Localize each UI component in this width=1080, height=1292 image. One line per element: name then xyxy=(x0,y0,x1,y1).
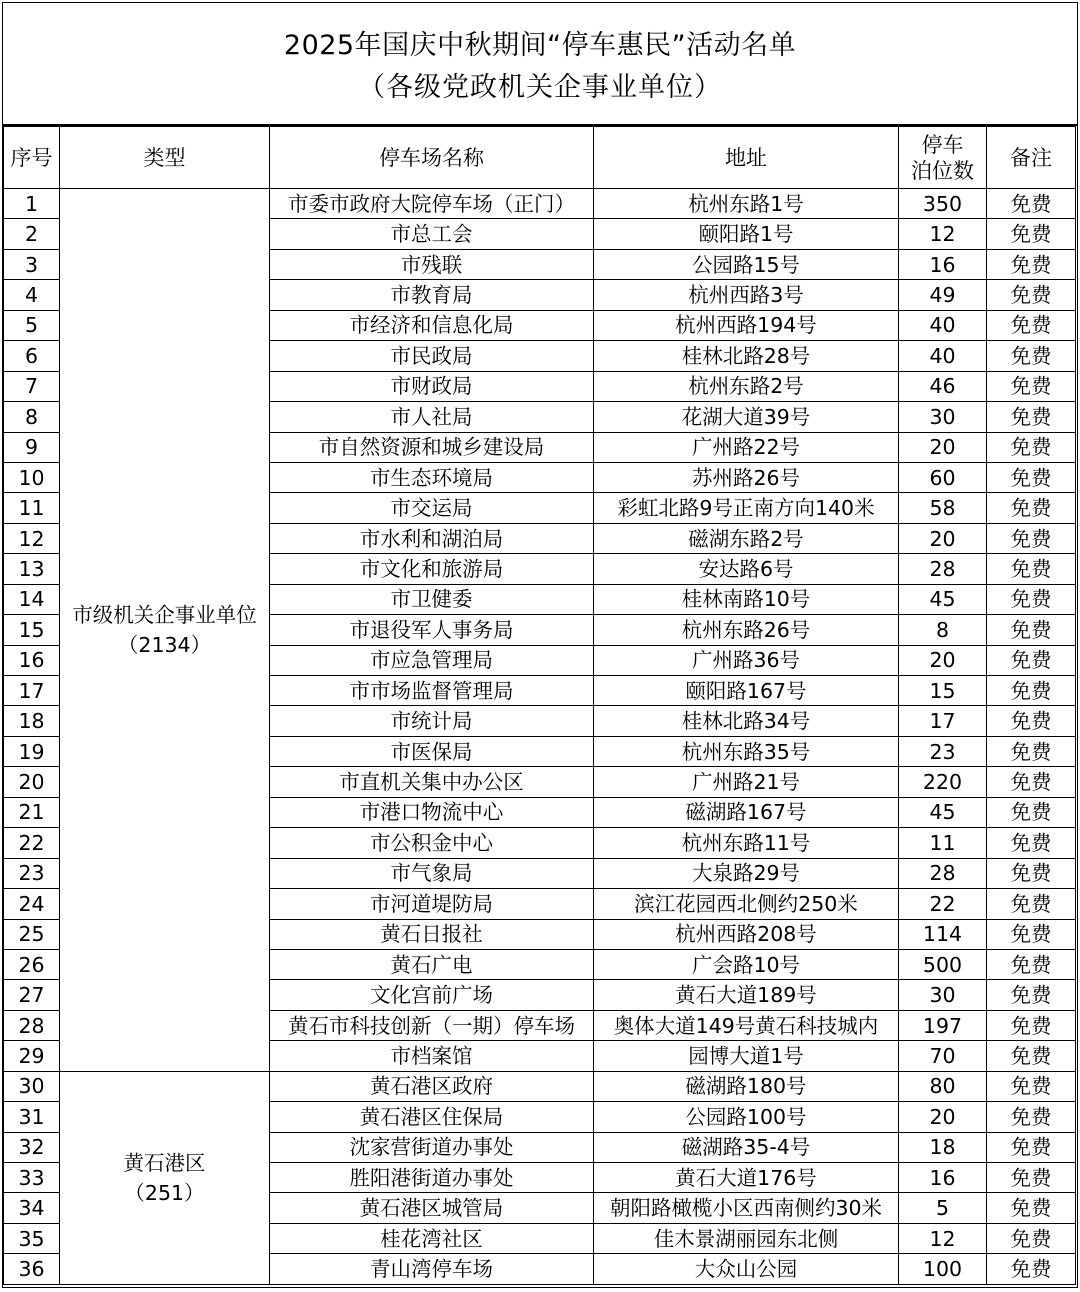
table-header xyxy=(4,127,1076,189)
parking-address: 奥体大道149号黄石科技城内 xyxy=(594,1010,899,1040)
row-number: 10 xyxy=(4,462,60,492)
parking-name: 市财政局 xyxy=(270,371,594,401)
parking-note: 免费 xyxy=(987,1163,1076,1193)
parking-spaces: 16 xyxy=(899,249,987,279)
parking-name: 市总工会 xyxy=(270,219,594,249)
parking-address: 杭州西路208号 xyxy=(594,919,899,949)
parking-name: 市公积金中心 xyxy=(270,828,594,858)
parking-name: 黄石港区住保局 xyxy=(270,1102,594,1132)
header-address: 地址 xyxy=(594,127,899,189)
header-type: 类型 xyxy=(60,127,270,189)
parking-name: 市交运局 xyxy=(270,493,594,523)
parking-name: 市民政局 xyxy=(270,341,594,371)
header-spaces xyxy=(899,127,987,189)
row-number: 17 xyxy=(4,676,60,706)
parking-address: 磁湖路180号 xyxy=(594,1071,899,1101)
row-number: 32 xyxy=(4,1132,60,1162)
parking-note: 免费 xyxy=(987,1132,1076,1162)
parking-address: 磁湖路35-4号 xyxy=(594,1132,899,1162)
parking-spaces: 46 xyxy=(899,371,987,401)
row-number: 26 xyxy=(4,949,60,979)
row-number: 1 xyxy=(4,189,60,219)
parking-name: 市直机关集中办公区 xyxy=(270,767,594,797)
row-number: 34 xyxy=(4,1193,60,1223)
parking-spaces: 28 xyxy=(899,858,987,888)
row-number: 30 xyxy=(4,1071,60,1101)
parking-note: 免费 xyxy=(987,341,1076,371)
parking-note: 免费 xyxy=(987,1102,1076,1132)
parking-note: 免费 xyxy=(987,1071,1076,1101)
parking-address: 杭州东路11号 xyxy=(594,828,899,858)
row-number: 13 xyxy=(4,554,60,584)
parking-address: 广州路36号 xyxy=(594,645,899,675)
parking-spaces: 45 xyxy=(899,584,987,614)
parking-spaces: 11 xyxy=(899,828,987,858)
parking-note: 免费 xyxy=(987,736,1076,766)
parking-note: 免费 xyxy=(987,402,1076,432)
parking-spaces: 15 xyxy=(899,676,987,706)
parking-note: 免费 xyxy=(987,189,1076,219)
row-number: 11 xyxy=(4,493,60,523)
parking-note: 免费 xyxy=(987,645,1076,675)
parking-note: 免费 xyxy=(987,584,1076,614)
parking-spaces: 80 xyxy=(899,1071,987,1101)
group-name: 黄石港区 xyxy=(123,1150,206,1175)
parking-note: 免费 xyxy=(987,371,1076,401)
parking-spaces: 20 xyxy=(899,432,987,462)
row-number: 31 xyxy=(4,1102,60,1132)
parking-address: 桂林北路28号 xyxy=(594,341,899,371)
header-spaces-line2: 泊位数 xyxy=(911,158,974,183)
parking-spaces: 114 xyxy=(899,919,987,949)
parking-name: 市教育局 xyxy=(270,280,594,310)
row-number: 27 xyxy=(4,980,60,1010)
table-row xyxy=(4,1071,1076,1101)
row-number: 8 xyxy=(4,402,60,432)
parking-spaces: 8 xyxy=(899,615,987,645)
parking-name: 桂花湾社区 xyxy=(270,1223,594,1253)
parking-name: 市自然资源和城乡建设局 xyxy=(270,432,594,462)
parking-address: 颐阳路1号 xyxy=(594,219,899,249)
parking-spaces: 40 xyxy=(899,310,987,340)
parking-spaces: 17 xyxy=(899,706,987,736)
parking-note: 免费 xyxy=(987,858,1076,888)
parking-address: 大众山公园 xyxy=(594,1254,899,1284)
row-number: 4 xyxy=(4,280,60,310)
parking-name: 黄石市科技创新（一期）停车场 xyxy=(270,1010,594,1040)
parking-spaces: 12 xyxy=(899,219,987,249)
parking-address: 杭州东路1号 xyxy=(594,189,899,219)
parking-address: 杭州西路194号 xyxy=(594,310,899,340)
parking-note: 免费 xyxy=(987,1010,1076,1040)
header-note: 备注 xyxy=(987,127,1076,189)
parking-address: 彩虹北路9号正南方向140米 xyxy=(594,493,899,523)
parking-name: 青山湾停车场 xyxy=(270,1254,594,1284)
parking-address: 花湖大道39号 xyxy=(594,402,899,432)
parking-spaces: 49 xyxy=(899,280,987,310)
parking-address: 磁湖路167号 xyxy=(594,797,899,827)
parking-note: 免费 xyxy=(987,919,1076,949)
parking-address: 杭州东路26号 xyxy=(594,615,899,645)
parking-spaces: 22 xyxy=(899,889,987,919)
row-number: 28 xyxy=(4,1010,60,1040)
parking-note: 免费 xyxy=(987,1223,1076,1253)
page-subtitle: （各级党政机关企事业单位） xyxy=(358,72,722,103)
parking-spaces: 58 xyxy=(899,493,987,523)
parking-note: 免费 xyxy=(987,676,1076,706)
parking-note: 免费 xyxy=(987,523,1076,553)
parking-name: 市气象局 xyxy=(270,858,594,888)
parking-note: 免费 xyxy=(987,889,1076,919)
group-type-cell xyxy=(60,189,270,1072)
parking-note: 免费 xyxy=(987,554,1076,584)
parking-spaces: 350 xyxy=(899,189,987,219)
header-no: 序号 xyxy=(4,127,60,189)
parking-name: 黄石港区城管局 xyxy=(270,1193,594,1223)
parking-address: 桂林北路34号 xyxy=(594,706,899,736)
parking-note: 免费 xyxy=(987,1254,1076,1284)
parking-note: 免费 xyxy=(987,249,1076,279)
parking-note: 免费 xyxy=(987,432,1076,462)
parking-address: 黄石大道189号 xyxy=(594,980,899,1010)
group-name: 市级机关企事业单位 xyxy=(72,602,257,627)
parking-name: 黄石日报社 xyxy=(270,919,594,949)
parking-note: 免费 xyxy=(987,615,1076,645)
page-title: 2025年国庆中秋期间“停车惠民”活动名单 xyxy=(283,30,797,61)
parking-address: 杭州东路2号 xyxy=(594,371,899,401)
parking-spaces: 100 xyxy=(899,1254,987,1284)
parking-note: 免费 xyxy=(987,280,1076,310)
parking-note: 免费 xyxy=(987,493,1076,523)
parking-name: 市委市政府大院停车场（正门） xyxy=(270,189,594,219)
parking-name: 黄石广电 xyxy=(270,949,594,979)
group-type-cell xyxy=(60,1071,270,1284)
parking-spaces: 45 xyxy=(899,797,987,827)
parking-spaces: 5 xyxy=(899,1193,987,1223)
parking-address: 颐阳路167号 xyxy=(594,676,899,706)
parking-name: 市市场监督管理局 xyxy=(270,676,594,706)
parking-name: 文化宫前广场 xyxy=(270,980,594,1010)
row-number: 25 xyxy=(4,919,60,949)
parking-name: 胜阳港街道办事处 xyxy=(270,1163,594,1193)
parking-note: 免费 xyxy=(987,1193,1076,1223)
header-name: 停车场名称 xyxy=(270,127,594,189)
parking-spaces: 18 xyxy=(899,1132,987,1162)
row-number: 2 xyxy=(4,219,60,249)
parking-address: 佳木景湖丽园东北侧 xyxy=(594,1223,899,1253)
parking-name: 市经济和信息化局 xyxy=(270,310,594,340)
row-number: 7 xyxy=(4,371,60,401)
row-number: 22 xyxy=(4,828,60,858)
parking-spaces: 20 xyxy=(899,523,987,553)
parking-name: 市统计局 xyxy=(270,706,594,736)
parking-note: 免费 xyxy=(987,462,1076,492)
row-number: 3 xyxy=(4,249,60,279)
header-row xyxy=(4,127,1076,189)
parking-note: 免费 xyxy=(987,1041,1076,1071)
parking-spaces: 70 xyxy=(899,1041,987,1071)
parking-address: 苏州路26号 xyxy=(594,462,899,492)
parking-name: 市文化和旅游局 xyxy=(270,554,594,584)
row-number: 19 xyxy=(4,736,60,766)
parking-address: 杭州东路35号 xyxy=(594,736,899,766)
row-number: 23 xyxy=(4,858,60,888)
row-number: 24 xyxy=(4,889,60,919)
row-number: 21 xyxy=(4,797,60,827)
parking-name: 市卫健委 xyxy=(270,584,594,614)
parking-spaces: 40 xyxy=(899,341,987,371)
header-spaces-line1: 停车 xyxy=(921,132,964,157)
parking-name: 市水利和湖泊局 xyxy=(270,523,594,553)
parking-note: 免费 xyxy=(987,310,1076,340)
parking-address: 杭州西路3号 xyxy=(594,280,899,310)
row-number: 12 xyxy=(4,523,60,553)
parking-address: 公园路15号 xyxy=(594,249,899,279)
row-number: 35 xyxy=(4,1223,60,1253)
parking-spaces: 30 xyxy=(899,980,987,1010)
table-body xyxy=(4,189,1076,1285)
parking-address: 广会路10号 xyxy=(594,949,899,979)
parking-address: 公园路100号 xyxy=(594,1102,899,1132)
parking-address: 滨江花园西北侧约250米 xyxy=(594,889,899,919)
parking-note: 免费 xyxy=(987,706,1076,736)
parking-name: 市医保局 xyxy=(270,736,594,766)
table-row xyxy=(4,189,1076,219)
parking-name: 黄石港区政府 xyxy=(270,1071,594,1101)
parking-table xyxy=(3,126,1076,1285)
parking-address: 桂林南路10号 xyxy=(594,584,899,614)
row-number: 33 xyxy=(4,1163,60,1193)
parking-spaces: 20 xyxy=(899,1102,987,1132)
parking-spaces: 30 xyxy=(899,402,987,432)
parking-spaces: 197 xyxy=(899,1010,987,1040)
parking-spaces: 220 xyxy=(899,767,987,797)
row-number: 5 xyxy=(4,310,60,340)
parking-address: 广州路22号 xyxy=(594,432,899,462)
parking-name: 沈家营街道办事处 xyxy=(270,1132,594,1162)
parking-address: 磁湖东路2号 xyxy=(594,523,899,553)
row-number: 14 xyxy=(4,584,60,614)
parking-spaces: 28 xyxy=(899,554,987,584)
parking-name: 市退役军人事务局 xyxy=(270,615,594,645)
row-number: 20 xyxy=(4,767,60,797)
parking-name: 市港口物流中心 xyxy=(270,797,594,827)
title-block xyxy=(3,3,1077,126)
parking-list-sheet xyxy=(2,2,1078,1288)
parking-name: 市残联 xyxy=(270,249,594,279)
parking-name: 市应急管理局 xyxy=(270,645,594,675)
group-total-spaces: （251） xyxy=(124,1180,205,1205)
parking-spaces: 16 xyxy=(899,1163,987,1193)
parking-name: 市档案馆 xyxy=(270,1041,594,1071)
row-number: 6 xyxy=(4,341,60,371)
parking-spaces: 60 xyxy=(899,462,987,492)
parking-spaces: 12 xyxy=(899,1223,987,1253)
parking-name: 市生态环境局 xyxy=(270,462,594,492)
parking-spaces: 23 xyxy=(899,736,987,766)
parking-spaces: 20 xyxy=(899,645,987,675)
parking-address: 朝阳路橄榄小区西南侧约30米 xyxy=(594,1193,899,1223)
parking-address: 黄石大道176号 xyxy=(594,1163,899,1193)
parking-note: 免费 xyxy=(987,219,1076,249)
row-number: 9 xyxy=(4,432,60,462)
parking-note: 免费 xyxy=(987,828,1076,858)
parking-address: 广州路21号 xyxy=(594,767,899,797)
parking-note: 免费 xyxy=(987,797,1076,827)
parking-name: 市人社局 xyxy=(270,402,594,432)
parking-note: 免费 xyxy=(987,767,1076,797)
parking-address: 园博大道1号 xyxy=(594,1041,899,1071)
parking-note: 免费 xyxy=(987,949,1076,979)
parking-note: 免费 xyxy=(987,980,1076,1010)
row-number: 16 xyxy=(4,645,60,675)
parking-spaces: 500 xyxy=(899,949,987,979)
parking-name: 市河道堤防局 xyxy=(270,889,594,919)
row-number: 29 xyxy=(4,1041,60,1071)
row-number: 18 xyxy=(4,706,60,736)
parking-address: 安达路6号 xyxy=(594,554,899,584)
group-total-spaces: （2134） xyxy=(117,632,212,657)
row-number: 15 xyxy=(4,615,60,645)
row-number: 36 xyxy=(4,1254,60,1284)
parking-address: 大泉路29号 xyxy=(594,858,899,888)
